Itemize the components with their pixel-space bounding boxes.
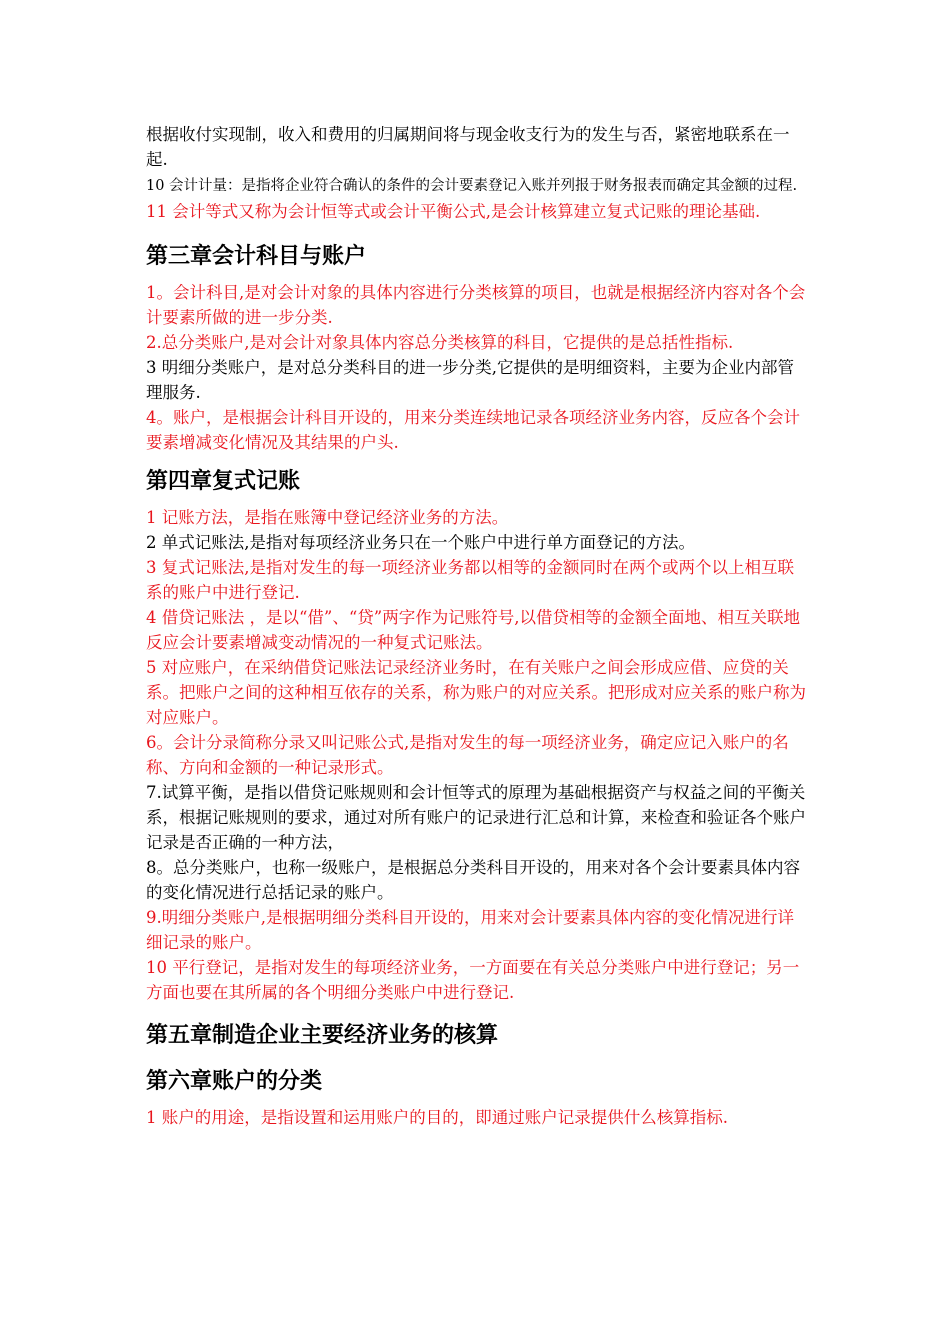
chapter-4-item: 1 记账方法，是指在账簿中登记经济业务的方法。 — [146, 508, 509, 527]
chapter-6-item: 1 账户的用途，是指设置和运用账户的目的，即通过账户记录提供什么核算指标. — [146, 1108, 728, 1127]
chapter-4-item: 2 单式记账法,是指对每项经济业务只在一个账户中进行单方面登记的方法。 — [146, 533, 695, 552]
chapter-4-item: 6。会计分录简称分录又叫记账公式,是指对发生的每一项经济业务，确定应记入账户的名称、方向和金额的一种记录形式。 — [146, 733, 789, 777]
chapter-3-item: 4。账户，是根据会计科目开设的，用来分类连续地记录各项经济业务内容，反应各个会计要素增减变化情况及其结果的户头. — [146, 408, 800, 452]
chapter-4-item: 5 对应账户，在采纳借贷记账法记录经济业务时，在有关账户之间会形成应借、应贷的关系。把账户之间的这种相互依存的关系，称为账户的对应关系。把形成对应关系的账户称为对应账户。 — [146, 658, 806, 727]
paragraph-accounting-measurement: 10 会计计量：是指将企业符合确认的条件的会计要素登记入账并列报于财务报表而确定其金额的过程. — [146, 178, 798, 194]
chapter-3-item: 2.总分类账户,是对会计对象具体内容总分类核算的科目，它提供的是总括性指标. — [146, 333, 734, 352]
chapter-3-item: 1。会计科目,是对会计对象的具体内容进行分类核算的项目，也就是根据经济内容对各个会计要素所做的进一步分类. — [146, 283, 806, 327]
paragraph-accounting-equation: 11 会计等式又称为会计恒等式或会计平衡公式,是会计核算建立复式记账的理论基础. — [146, 202, 761, 221]
document-page — [146, 122, 810, 1130]
paragraph-cash-basis: 根据收付实现制，收入和费用的归属期间将与现金收支行为的发生与否，紧密地联系在一起. — [146, 125, 790, 169]
chapter-4-item: 3 复式记账法,是指对发生的每一项经济业务都以相等的金额同时在两个或两个以上相互联系的账户中进行登记. — [146, 558, 794, 602]
chapter-3-heading: 第三章会计科目与账户 — [146, 244, 367, 269]
chapter-4-heading: 第四章复式记账 — [146, 469, 301, 494]
chapter-4-item: 9.明细分类账户,是根据明细分类科目开设的，用来对会计要素具体内容的变化情况进行详细记录的账户。 — [146, 908, 794, 952]
chapter-3-item: 3 明细分类账户，是对总分类科目的进一步分类,它提供的是明细资料，主要为企业内部管理服务. — [146, 358, 794, 402]
chapter-4-item: 10 平行登记，是指对发生的每项经济业务，一方面要在有关总分类账户中进行登记；另一方面也要在其所属的各个明细分类账户中进行登记. — [146, 958, 800, 1002]
chapter-4-item: 7.试算平衡，是指以借贷记账规则和会计恒等式的原理为基础根据资产与权益之间的平衡关系，根据记账规则的要求，通过对所有账户的记录进行汇总和计算，来检查和验证各个账户记录是否正确的一种方法， — [146, 783, 806, 852]
chapter-4-item: 4 借贷记账法 ，是以“借”、“贷”两字作为记账符号,以借贷相等的金额全面地、相互关联地反应会计要素增减变动情况的一种复式记账法。 — [146, 608, 800, 652]
chapter-5-heading: 第五章制造企业主要经济业务的核算 — [146, 1023, 499, 1048]
chapter-6-heading: 第六章账户的分类 — [146, 1069, 323, 1094]
chapter-4-item: 8。总分类账户，也称一级账户，是根据总分类科目开设的，用来对各个会计要素具体内容的变化情况进行总括记录的账户。 — [146, 858, 800, 902]
